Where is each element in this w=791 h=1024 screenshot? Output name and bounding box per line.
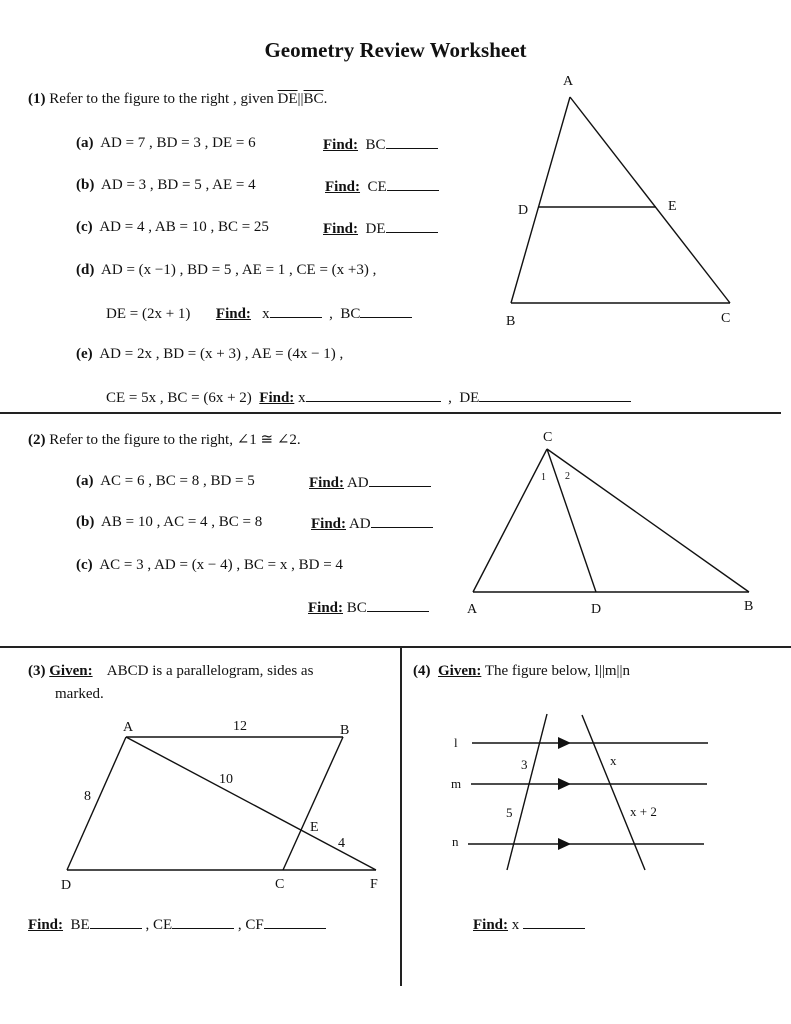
q2-part-c: (c) AC = 3 , AD = (x − 4) , BC = x , BD = 4: [76, 557, 343, 573]
svg-text:x + 2: x + 2: [630, 804, 657, 819]
parallel-arrow-icon: [558, 737, 571, 850]
svg-text:B: B: [506, 314, 516, 329]
worksheet-title: Geometry Review Worksheet: [264, 38, 527, 62]
q1-intro: Refer to the figure to the right , given: [49, 91, 274, 107]
svg-text:12: 12: [233, 719, 247, 734]
q4-prompt: (4) Given: The figure below, l||m||n: [413, 663, 630, 679]
svg-text:C: C: [721, 311, 731, 326]
q1-part-e-line2: CE = 5x , BC = (6x + 2) Find: x , DE: [106, 388, 631, 407]
svg-text:C: C: [275, 877, 285, 892]
svg-text:5: 5: [506, 805, 513, 820]
svg-text:A: A: [123, 720, 134, 735]
q2-part-a: (a) AC = 6 , BC = 8 , BD = 5: [76, 473, 255, 489]
svg-text:3: 3: [521, 757, 528, 772]
q1-parallel-symbol: ||: [297, 91, 304, 107]
q1b-given: AD = 3 , BD = 5 , AE = 4: [101, 177, 256, 193]
q1a-given: AD = 7 , BD = 3 , DE = 6: [100, 135, 256, 151]
q1e-given2: CE = 5x , BC = (6x + 2): [106, 390, 252, 406]
svg-text:l: l: [454, 735, 458, 750]
q1c-given: AD = 4 , AB = 10 , BC = 25: [99, 219, 269, 235]
answer-blank[interactable]: [523, 915, 585, 929]
q1-segment-bc: $\overline{BC}$: [303, 91, 324, 107]
q1b-find: Find: CE: [325, 177, 439, 196]
svg-text:m: m: [451, 776, 462, 791]
q3-prompt: (3) Given: ABCD is a parallelogram, sides as: [28, 663, 314, 679]
q4-find: Find: x: [473, 915, 585, 934]
q3-prompt-line2: marked.: [55, 686, 104, 702]
q1-part-c: (c) AD = 4 , AB = 10 , BC = 25: [76, 219, 269, 235]
svg-text:1: 1: [541, 472, 546, 483]
svg-text:x: x: [610, 753, 617, 768]
svg-text:4: 4: [338, 836, 345, 851]
q1d-given: AD = (x −1) , BD = 5 , AE = 1 , CE = (x +3) ,: [101, 262, 377, 278]
q2-part-b: (b) AB = 10 , AC = 4 , BC = 8: [76, 514, 263, 530]
svg-text:D: D: [591, 602, 602, 617]
q1-part-e: (e) AD = 2x , BD = (x + 3) , AE = (4x − 1) ,: [76, 346, 344, 362]
q1e-given: AD = 2x , BD = (x + 3) , AE = (4x − 1) ,: [99, 346, 344, 362]
svg-text:D: D: [518, 203, 529, 218]
q1-prompt: (1) Refer to the figure to the right , given $\overline{DE}||\overline{BC}$.: [28, 91, 328, 107]
q2a-find: Find: AD: [309, 473, 431, 492]
q2b-find: Find: AD: [311, 514, 433, 533]
q1-part-d-line2: DE = (2x + 1) Find: x , BC: [106, 304, 412, 323]
q1-part-a: (a) AD = 7 , BD = 3 , DE = 6: [76, 135, 256, 151]
q1-segment-de: $\overline{DE}$: [277, 91, 298, 107]
answer-blank[interactable]: [172, 915, 234, 929]
q2c-find: Find: BC: [308, 598, 429, 617]
svg-text:B: B: [340, 723, 350, 738]
answer-blank[interactable]: [264, 915, 326, 929]
svg-text:B: B: [744, 599, 754, 614]
q3-find: Find: BE , CE , CF: [28, 915, 326, 934]
q1-number: (1): [28, 91, 46, 107]
svg-text:E: E: [668, 199, 677, 214]
svg-text:A: A: [467, 602, 478, 617]
svg-text:10: 10: [219, 772, 233, 787]
q1-part-d: (d) AD = (x −1) , BD = 5 , AE = 1 , CE = (x +3) ,: [76, 262, 377, 278]
svg-text:8: 8: [84, 789, 91, 804]
q1-part-b: (b) AD = 3 , BD = 5 , AE = 4: [76, 177, 256, 193]
svg-text:F: F: [370, 877, 378, 892]
q1d-given2: DE = (2x + 1): [106, 306, 191, 322]
svg-text:A: A: [563, 74, 574, 89]
svg-text:E: E: [310, 820, 319, 835]
q2-prompt: (2) Refer to the figure to the right, ∠1 ≅ ∠2.: [28, 432, 301, 448]
q1c-find: Find: DE: [323, 219, 438, 238]
svg-text:C: C: [543, 430, 553, 445]
answer-blank[interactable]: [90, 915, 142, 929]
svg-text:2: 2: [565, 471, 570, 482]
svg-text:n: n: [452, 834, 459, 849]
q1a-find: Find: BC: [323, 135, 438, 154]
svg-text:D: D: [61, 878, 72, 893]
